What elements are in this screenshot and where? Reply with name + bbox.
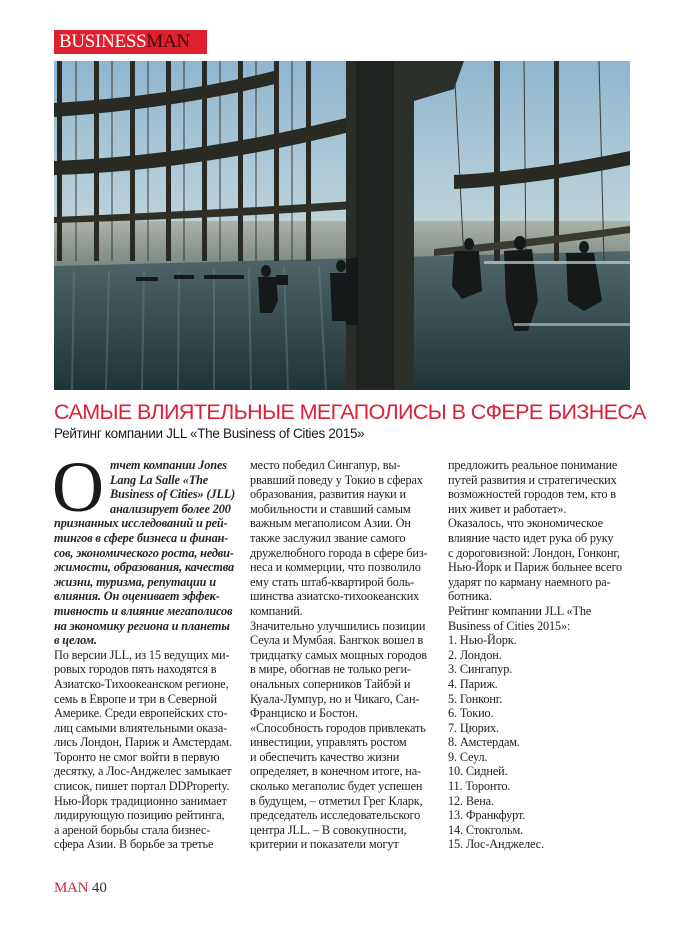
text-line: лиц самыми влиятельными оказа- — [54, 720, 228, 735]
text-line: с дороговизной: Лондон, Гонконг, — [448, 545, 620, 560]
text-line: Рейтинг компании JLL «The — [448, 603, 592, 618]
body-paragraph — [54, 648, 240, 852]
text-line: образования, развития науки и — [250, 487, 406, 502]
lead-line: Business of Cities» (JLL) — [110, 487, 236, 502]
text-line: в будущем, – отметил Грег Кларк, — [250, 793, 423, 808]
lead-line: на экономику региона и планеты — [54, 618, 230, 633]
text-line: предложить реальное понимание — [448, 458, 618, 472]
text-line: По версии JLL, из 15 ведущих ми- — [54, 647, 230, 662]
text-line: ональных соперников Тайбэй и — [250, 676, 411, 691]
text-line: них живет и работает». — [448, 501, 567, 516]
text-line: Business of Cities 2015»: — [448, 618, 571, 633]
text-line: влияние часто идет рука об руку — [448, 530, 614, 545]
text-line: Куала-Лумпур, но и Чикаго, Сан- — [250, 691, 420, 706]
text-line: список, пишет портал DDProperty. — [54, 779, 230, 794]
text-line: мобильности и ставший самым — [250, 501, 411, 516]
text-line: определяет, в конечном итоге, на- — [250, 764, 421, 779]
text-line: рвавший поведу у Токио в сферах — [250, 472, 423, 487]
text-line: инвестиции, управлять ростом — [250, 735, 407, 750]
article-column-1 — [52, 447, 240, 852]
text-line: неса и коммерции, что позволило — [250, 560, 421, 575]
lead-line: признанных исследований и рей- — [54, 516, 228, 531]
text-line: в мире, обогнав не только реги- — [250, 662, 411, 677]
text-line: Оказалось, что экономическое — [448, 516, 603, 531]
article-column-2 — [250, 458, 440, 852]
article-column-3 — [448, 458, 638, 852]
text-line: Торонто не смог войти в первую — [54, 749, 220, 764]
text-line: ровых городов пять находятся в — [54, 662, 217, 677]
article-photo — [54, 61, 630, 390]
ranking-item: 7. Цюрих. — [448, 720, 499, 735]
lead-line: анализирует более 200 — [110, 501, 231, 516]
drop-cap: О — [52, 447, 104, 527]
text-line: Азиатско-Тихоокеанском регионе, — [54, 676, 229, 691]
text-line: важным мегаполисом Азии. Он — [250, 516, 411, 531]
ranking-item: 3. Сингапур. — [448, 662, 513, 677]
page-number: 40 — [91, 880, 107, 896]
text-line: председатель исследовательского — [250, 808, 421, 823]
footer-brand: MAN — [54, 880, 89, 896]
logo-business: BUSINESS — [59, 31, 147, 52]
text-line: Нью-Йорк традиционно занимает — [54, 793, 227, 808]
ranking-item: 10. Сидней. — [448, 764, 508, 779]
text-line: Франциско и Бостон. — [250, 706, 358, 721]
text-line: а ареной борьбы стала бизнес- — [54, 822, 211, 837]
text-line: Америке. Среди европейских сто- — [54, 706, 228, 721]
text-line: лись Лондон, Париж и Амстердам. — [54, 735, 232, 750]
text-line: «Способность городов привлекать — [250, 720, 426, 735]
text-line: ударят по карману наемного ра- — [448, 574, 611, 589]
lead-line: влияния. Он оценивает эффек- — [54, 589, 220, 604]
article-title: САМЫЕ ВЛИЯТЕЛЬНЫЕ МЕГАПОЛИСЫ В СФЕРЕ БИЗНЕСА — [54, 400, 646, 424]
ranking-item: 2. Лондон. — [448, 647, 502, 662]
ranking-list — [448, 633, 638, 852]
text-line: центра JLL. – В совокупности, — [250, 822, 407, 837]
text-line: критерии и показатели могут — [250, 837, 399, 852]
text-line: возможностей городов тем, кто в — [448, 487, 616, 502]
ranking-item: 12. Вена. — [448, 793, 494, 808]
observation-deck-photo — [54, 61, 630, 390]
text-line: сколько мегаполис будет успешен — [250, 779, 423, 794]
text-line: место победил Сингапур, вы- — [250, 458, 401, 472]
text-line: и обеспечить качество жизни — [250, 749, 400, 764]
lead-line: в целом. — [54, 633, 97, 648]
text-line: компаний. — [250, 603, 303, 618]
ranking-item: 5. Гонконг. — [448, 691, 503, 706]
ranking-item: 8. Амстердам. — [448, 735, 520, 750]
text-line: дружелюбного города в сфере биз- — [250, 545, 428, 560]
text-line: ему стать штаб-квартирой боль- — [250, 574, 414, 589]
text-line: Нью-Йорк и Париж больнее всего — [448, 560, 623, 575]
logo-man: MAN — [146, 31, 190, 52]
lead-line: тингов в сфере бизнеса и финан- — [54, 530, 229, 545]
lead-paragraph — [52, 447, 240, 648]
lead-line: жимости, образования, качества — [54, 560, 234, 575]
lead-line: жизни, туризма, репутации и — [54, 574, 216, 589]
ranking-item: 6. Токио. — [448, 706, 494, 721]
ranking-item: 13. Франкфурт. — [448, 808, 526, 823]
lead-line: Lang La Salle «The — [110, 472, 209, 487]
text-line: тридцатку самых мощных городов — [250, 647, 427, 662]
text-line: сфера Азии. В борьбе за третье — [54, 837, 214, 852]
magazine-logo — [54, 30, 207, 54]
text-line: Значительно улучшились позиции — [250, 618, 426, 633]
text-line: лидирующую позицию рейтинга, — [54, 808, 225, 823]
text-line: ботника. — [448, 589, 492, 604]
article-subtitle: Рейтинг компании JLL «The Business of Cities 2015» — [54, 426, 365, 441]
lead-line: сов, экономического роста, недви- — [54, 545, 234, 560]
ranking-item: 1. Нью-Йорк. — [448, 633, 517, 648]
text-line: десятку, а Лос-Анджелес замыкает — [54, 764, 232, 779]
ranking-item: 15. Лос-Анджелес. — [448, 837, 544, 852]
text-line: также заслужил звание самого — [250, 530, 406, 545]
ranking-item: 14. Стокгольм. — [448, 822, 524, 837]
page-footer — [54, 880, 107, 896]
text-line: Сеула и Мумбая. Бангкок вошел в — [250, 633, 424, 648]
lead-line: тивность и влияние мегаполисов — [54, 603, 233, 618]
text-line: шинства азиатско-тихоокеанских — [250, 589, 420, 604]
text-line: семь в Европе и три в Северной — [54, 691, 217, 706]
lead-line: тчет компании Jones — [110, 458, 227, 472]
text-line: путей развития и стратегических — [448, 472, 617, 487]
ranking-item: 9. Сеул. — [448, 749, 488, 764]
ranking-item: 11. Торонто. — [448, 779, 511, 794]
ranking-item: 4. Париж. — [448, 676, 498, 691]
